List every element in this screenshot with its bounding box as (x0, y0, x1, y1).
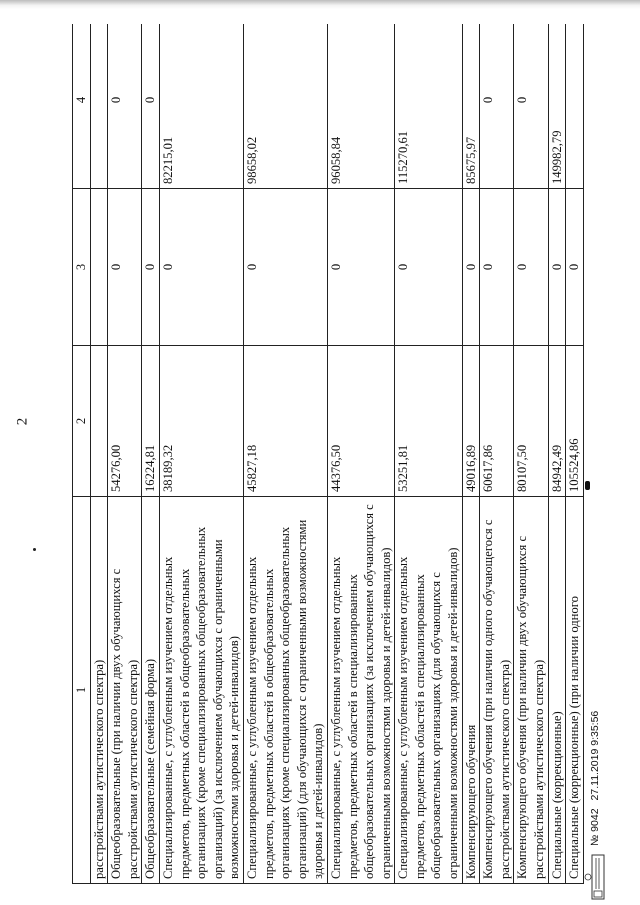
row-value-3: 0 (159, 189, 243, 346)
electronic-signature-stamp-icon (584, 854, 606, 900)
table-row (395, 24, 462, 884)
page-number: 2 (14, 417, 31, 426)
row-name: расстройствами аутистического спектра) (90, 497, 108, 884)
row-name: Специальные (коррекционные) (при наличии одного (566, 497, 584, 884)
row-value-3: 0 (462, 189, 480, 346)
row-name: Общеобразовательные (при наличии двух обучающихся с расстройствами аутистического спектра) (108, 497, 142, 884)
row-value-3: 0 (514, 189, 548, 346)
document-timestamp: 27.11.2019 9:35:56 (589, 710, 601, 801)
scan-speck (33, 548, 36, 551)
row-value-2: 53251,81 (395, 346, 462, 497)
row-value-4: 115270,61 (395, 24, 462, 189)
row-value-2: 84942,49 (548, 346, 566, 497)
row-value-3: 0 (243, 189, 327, 346)
row-value-2: 38189,32 (159, 346, 243, 497)
row-value-3: 0 (480, 189, 514, 346)
row-value-4: 85675,97 (462, 24, 480, 189)
row-value-4: 0 (514, 24, 548, 189)
row-value-2: 54276,00 (108, 346, 142, 497)
row-value-3: 0 (566, 189, 584, 346)
row-value-3: 0 (142, 189, 160, 346)
row-value-2: 105524,86 (566, 346, 584, 497)
row-name: Специализированные, с углубленным изучением отдельных предметов, предметных областей в специализированных общеобразовательных организациях (за исключением обучающихся с ограниченными возможностями здоровья и детей-инвалидов) (327, 497, 394, 884)
row-name: Специализированные, с углубленным изучением отдельных предметов, предметных областей в общеобразовательных организациях (кроме специализированных общеобразовательных организаций) (для обучающихся с ограниченными возможностями здоровья и детей-инвалидов) (243, 497, 327, 884)
row-value-4: 96058,84 (327, 24, 394, 189)
header-cell-4: 4 (73, 24, 91, 189)
row-name: Специальные (коррекционные) (548, 497, 566, 884)
row-value-4 (90, 24, 108, 189)
row-value-3: 0 (327, 189, 394, 346)
table-row (548, 24, 566, 884)
row-value-3: 0 (548, 189, 566, 346)
registration-footer-rotated (575, 580, 615, 900)
scan-top-edge (0, 0, 640, 9)
table-viewport (72, 24, 627, 884)
table-row (159, 24, 243, 884)
row-value-4: 149982,79 (548, 24, 566, 189)
header-cell-1: 1 (73, 497, 91, 884)
registration-footer (575, 580, 615, 900)
table-row (108, 24, 142, 884)
row-value-2: 16224,81 (142, 346, 160, 497)
row-name: Общеобразовательные (семейная форма) (142, 497, 160, 884)
row-value-4: 0 (108, 24, 142, 189)
row-value-2: 60617,86 (480, 346, 514, 497)
row-value-3: 0 (108, 189, 142, 346)
document-number: № 9042 (589, 808, 601, 846)
tariff-table (72, 24, 584, 884)
table-row (327, 24, 394, 884)
table-header-row (73, 24, 91, 884)
row-value-2 (90, 346, 108, 497)
row-name: Специализированные, с углубленным изучением отдельных предметов, предметных областей в специализированных общеобразовательных организациях (для обучающихся с ограниченными возможностями здоровья и детей-инвалидов) (395, 497, 462, 884)
rotated-table-container (72, 24, 627, 884)
table-row (90, 24, 108, 884)
row-value-2: 80107,50 (514, 346, 548, 497)
scan-mark (585, 481, 590, 490)
row-value-4 (566, 24, 584, 189)
table-row (462, 24, 480, 884)
table-row (142, 24, 160, 884)
row-value-2: 49016,89 (462, 346, 480, 497)
row-value-4: 0 (480, 24, 514, 189)
table-row (243, 24, 327, 884)
row-value-4: 98658,02 (243, 24, 327, 189)
row-value-3: 0 (395, 189, 462, 346)
row-name: Специализированные, с углубленным изучением отдельных предметов, предметных областей в общеобразовательных организациях (кроме специализированных общеобразовательных организаций) (за исключением обучающихся с ограниченными возможностями здоровья и детей-инвалидов) (159, 497, 243, 884)
row-name: Компенсирующего обучения (462, 497, 480, 884)
row-value-4: 0 (142, 24, 160, 189)
header-cell-2: 2 (73, 346, 91, 497)
row-name: Компенсирующего обучения (при наличии одного обучающегося с расстройствами аутистического спектра) (480, 497, 514, 884)
header-cell-3: 3 (73, 189, 91, 346)
row-value-2: 44376,50 (327, 346, 394, 497)
table-row (514, 24, 548, 884)
row-name: Компенсирующего обучения (при наличии двух обучающихся с расстройствами аутистического спектра) (514, 497, 548, 884)
row-value-4: 82215,01 (159, 24, 243, 189)
table-row (480, 24, 514, 884)
row-value-2: 45827,18 (243, 346, 327, 497)
row-value-3 (90, 189, 108, 346)
